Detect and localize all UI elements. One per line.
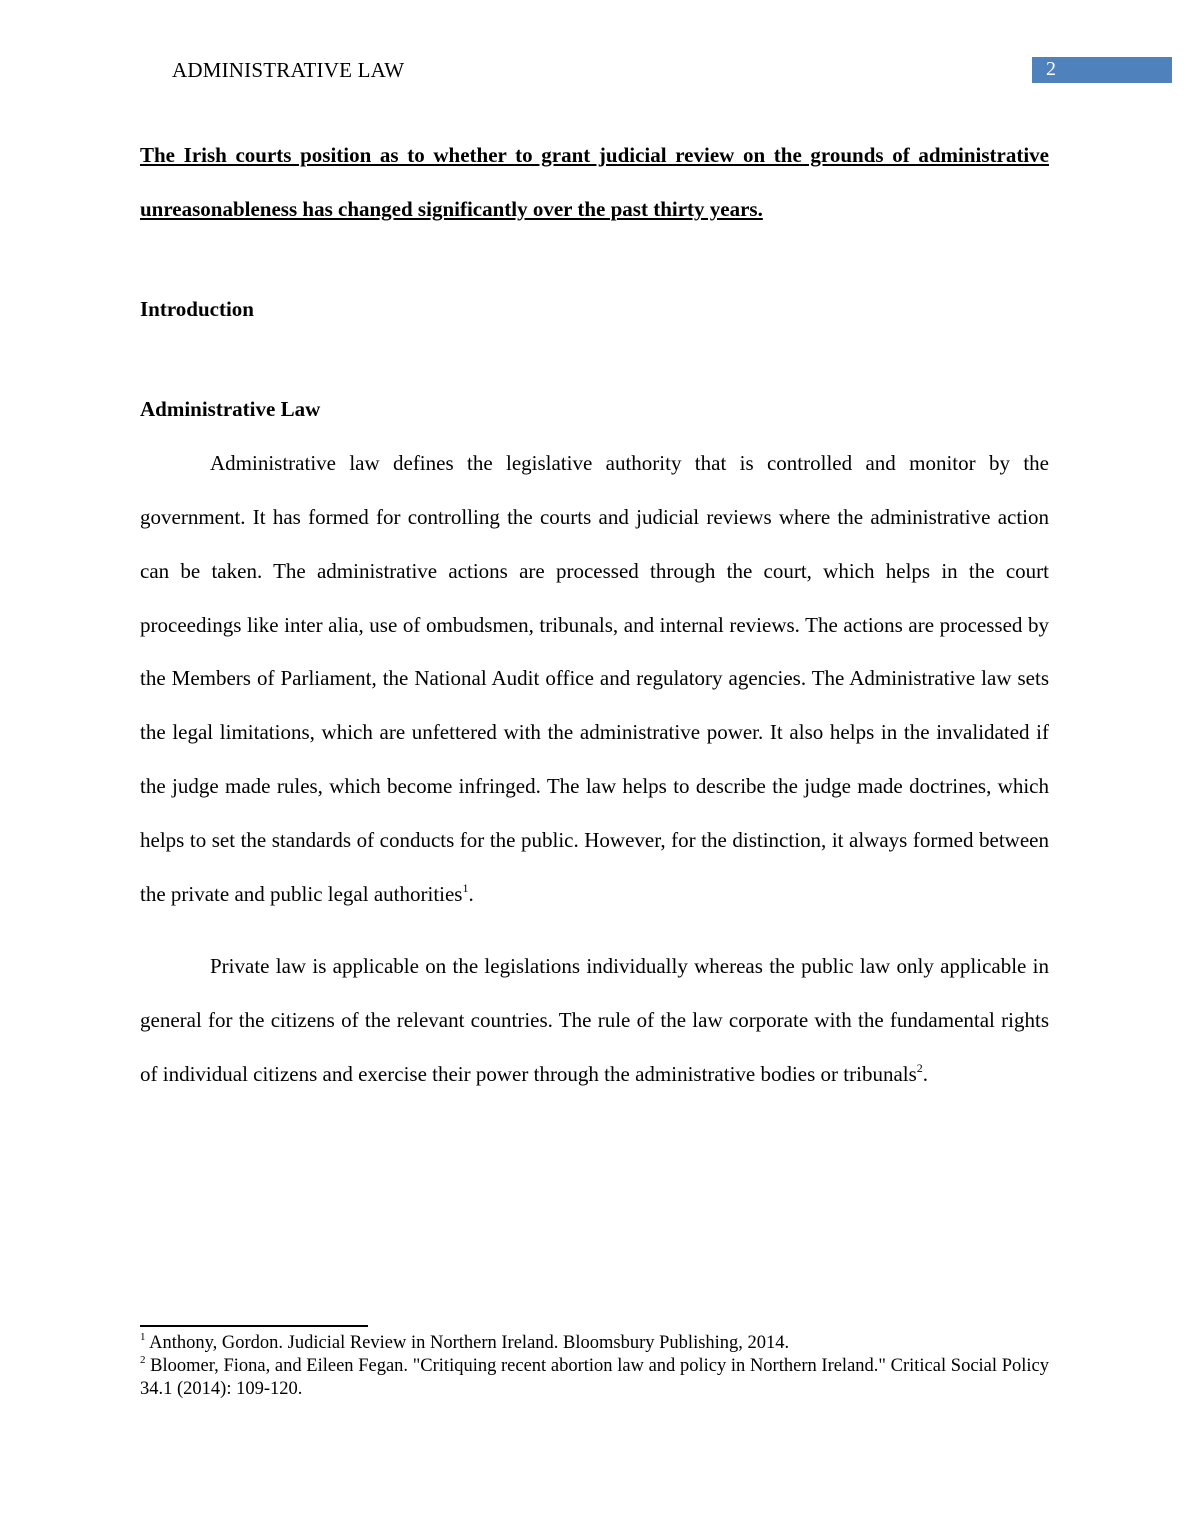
paragraph-1 bbox=[140, 437, 1049, 921]
page-number: 2 bbox=[1046, 58, 1056, 80]
footnote-2 bbox=[140, 1355, 1049, 1401]
document-title: The Irish courts position as to whether to grant judicial review on the grounds of administrative unreasonableness has changed significantly over the past thirty years. bbox=[140, 143, 1049, 221]
footnote-ref-2[interactable]: 2 bbox=[916, 1060, 923, 1075]
paragraph-2-end: . bbox=[922, 1061, 929, 1086]
paragraph-1-text: Administrative law defines the legislative authority that is controlled and monitor by the government. It has formed for controlling the courts and judicial reviews where the administrative action can be taken. The administrative actions are processed through the court, which helps in the court proceedings like inter alia, use of ombudsmen, tribunals, and internal reviews. The actions are processed by the Members of Parliament, the National Audit office and regulatory agencies. The Administrative law sets the legal limitations, which are unfettered with the administrative power. It also helps in the invalidated if the judge made rules, which become infringed. The law helps to describe the judge made doctrines, which helps to set the standards of conducts for the public. However, for the distinction, it always formed between the private and public legal authorities bbox=[140, 451, 1049, 906]
footnote-1-marker: 1 bbox=[140, 1330, 146, 1343]
footnote-2-text: Bloomer, Fiona, and Eileen Fegan. "Critiquing recent abortion law and policy in Northern Ireland." Critical Social Policy 34.1 (2014): 109-120. bbox=[140, 1356, 1049, 1399]
footnotes bbox=[140, 1332, 1049, 1401]
footnote-1 bbox=[140, 1332, 1049, 1355]
paragraph-2-text: Private law is applicable on the legislations individually whereas the public law only applicable in general for the citizens of the relevant countries. The rule of the law corporate with the fundamental rights of individual citizens and exercise their power through the administrative bodies or tribunals bbox=[140, 954, 1049, 1086]
footnote-ref-1[interactable]: 1 bbox=[462, 880, 469, 895]
running-head: ADMINISTRATIVE LAW bbox=[172, 58, 405, 82]
footnote-separator bbox=[140, 1325, 368, 1327]
footnote-1-text: Anthony, Gordon. Judicial Review in Northern Ireland. Bloomsbury Publishing, 2014. bbox=[145, 1333, 790, 1353]
page-number-box bbox=[1032, 57, 1172, 83]
paragraph-1-end: . bbox=[468, 881, 474, 906]
heading-administrative-law: Administrative Law bbox=[140, 397, 321, 422]
document-body bbox=[140, 129, 1049, 1102]
paragraph-2 bbox=[140, 940, 1049, 1101]
heading-introduction: Introduction bbox=[140, 296, 254, 321]
footnote-2-marker: 2 bbox=[140, 1353, 146, 1366]
